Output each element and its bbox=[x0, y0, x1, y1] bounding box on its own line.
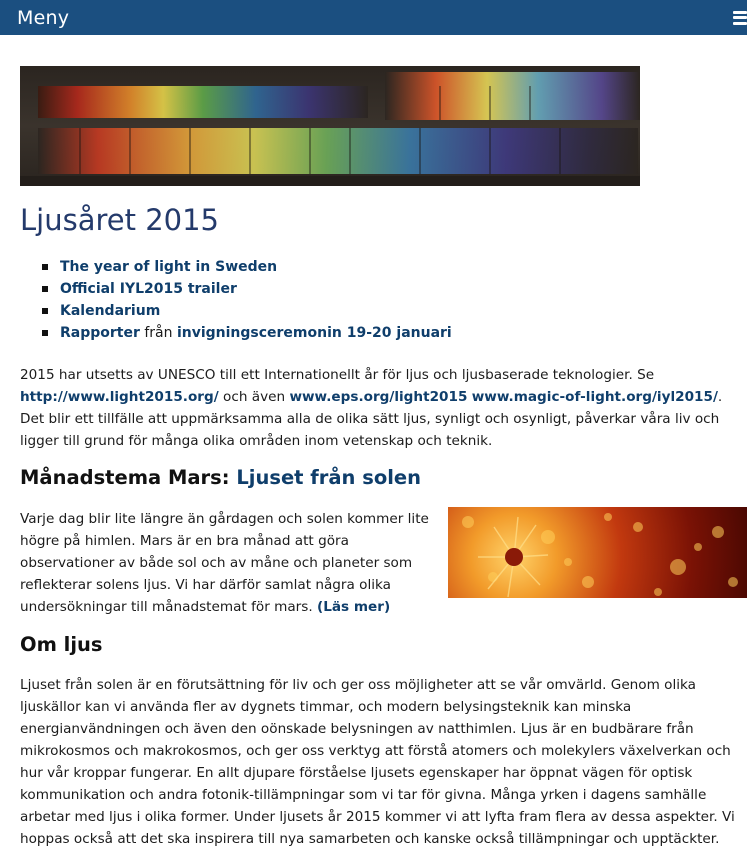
top-nav-bar bbox=[0, 0, 747, 35]
link-ljuset-fran-solen[interactable]: Ljuset från solen bbox=[236, 466, 422, 489]
hamburger-menu-icon[interactable] bbox=[733, 8, 747, 28]
intro-text-1: 2015 har utsetts av UNESCO till ett Internationellt år för ljus och ljusbaserade teknologier. Se bbox=[20, 367, 655, 383]
mars-text: Varje dag blir lite längre än gårdagen och solen kommer lite högre på himlen. Mars är en bra månad att göra observationer av både sol och av måne och planeter som reflekterar solens ljus. Vi har därför samlat några olika undersökningar till månadstemat för mars. bbox=[20, 511, 429, 615]
link-eps-light2015[interactable]: www.eps.org/light2015 bbox=[289, 389, 468, 405]
hamburger-line-1 bbox=[733, 11, 747, 14]
intro-paragraph bbox=[20, 364, 740, 452]
link-rapporter[interactable]: Rapporter bbox=[60, 325, 140, 341]
intro-text-4: . Det blir ett tillfälle att uppmärksamma alla de olika sätt ljus, synligt och osynligt, påverkar våra liv och ligger till grund för många olika områden inom vetenskap och teknik. bbox=[20, 389, 723, 449]
links-middle-text: från bbox=[139, 325, 177, 341]
list-item bbox=[42, 278, 452, 300]
link-invigningsceremonin[interactable]: invigningsceremonin 19-20 januari bbox=[176, 325, 452, 341]
about-paragraph: Ljuset från solen är en förutsättning för liv och ger oss möjligheter att se vår omvärld. Genom olika ljuskällor kan vi använda fler av dygnets timmar, och modern belysingsteknik kan minska energianvändningen och även den oönskade belysningen av natthimlen. Ljus är en budbärare från mikrokosmos och makrokosmos, och ger oss verktyg att förstå atomers och molekylers växelverkan och hur vår kroppar fungerar. En allt djupare förståelse ljusets egenskaper har öppnat vägen för optisk kommunikation och andra fotonik-tillämpningar som vi tar för givna. Många yrken i dagens samhälle arbetar med ljus i olika former. Under ljusets år 2015 kommer vi att lyfta fram flera av dessa aspekter. Vi hoppas också att det ska inspirera till nya samarbeten och kanske också tillämpningar och upptäckter. bbox=[20, 677, 735, 847]
page-title: Ljusåret 2015 bbox=[20, 203, 219, 237]
link-kalendarium[interactable]: Kalendarium bbox=[60, 303, 161, 319]
hamburger-line-2 bbox=[733, 16, 747, 19]
list-item bbox=[42, 256, 452, 278]
hamburger-line-3 bbox=[733, 22, 747, 25]
about-heading: Om ljus bbox=[20, 633, 103, 656]
link-magic-of-light[interactable]: www.magic-of-light.org/iyl2015/ bbox=[471, 389, 718, 405]
mars-paragraph bbox=[20, 508, 440, 618]
intro-text-2: och även bbox=[218, 389, 290, 405]
menu-label[interactable]: Meny bbox=[17, 6, 70, 29]
links-list bbox=[42, 256, 452, 344]
mars-heading bbox=[20, 466, 421, 489]
link-year-of-light-sweden[interactable]: The year of light in Sweden bbox=[60, 259, 278, 275]
sun-texture bbox=[448, 507, 747, 598]
list-item bbox=[42, 300, 452, 322]
spectrum-banner-image bbox=[20, 66, 640, 186]
list-item bbox=[42, 322, 452, 344]
sun-surface-image bbox=[448, 507, 747, 598]
mars-heading-prefix: Månadstema Mars: bbox=[20, 466, 237, 489]
spectrum-illustration bbox=[20, 66, 640, 186]
link-iyl2015-trailer[interactable]: Official IYL2015 trailer bbox=[60, 281, 237, 297]
read-more-link[interactable]: (Läs mer) bbox=[317, 599, 391, 615]
link-light2015[interactable]: http://www.light2015.org/ bbox=[20, 389, 219, 405]
